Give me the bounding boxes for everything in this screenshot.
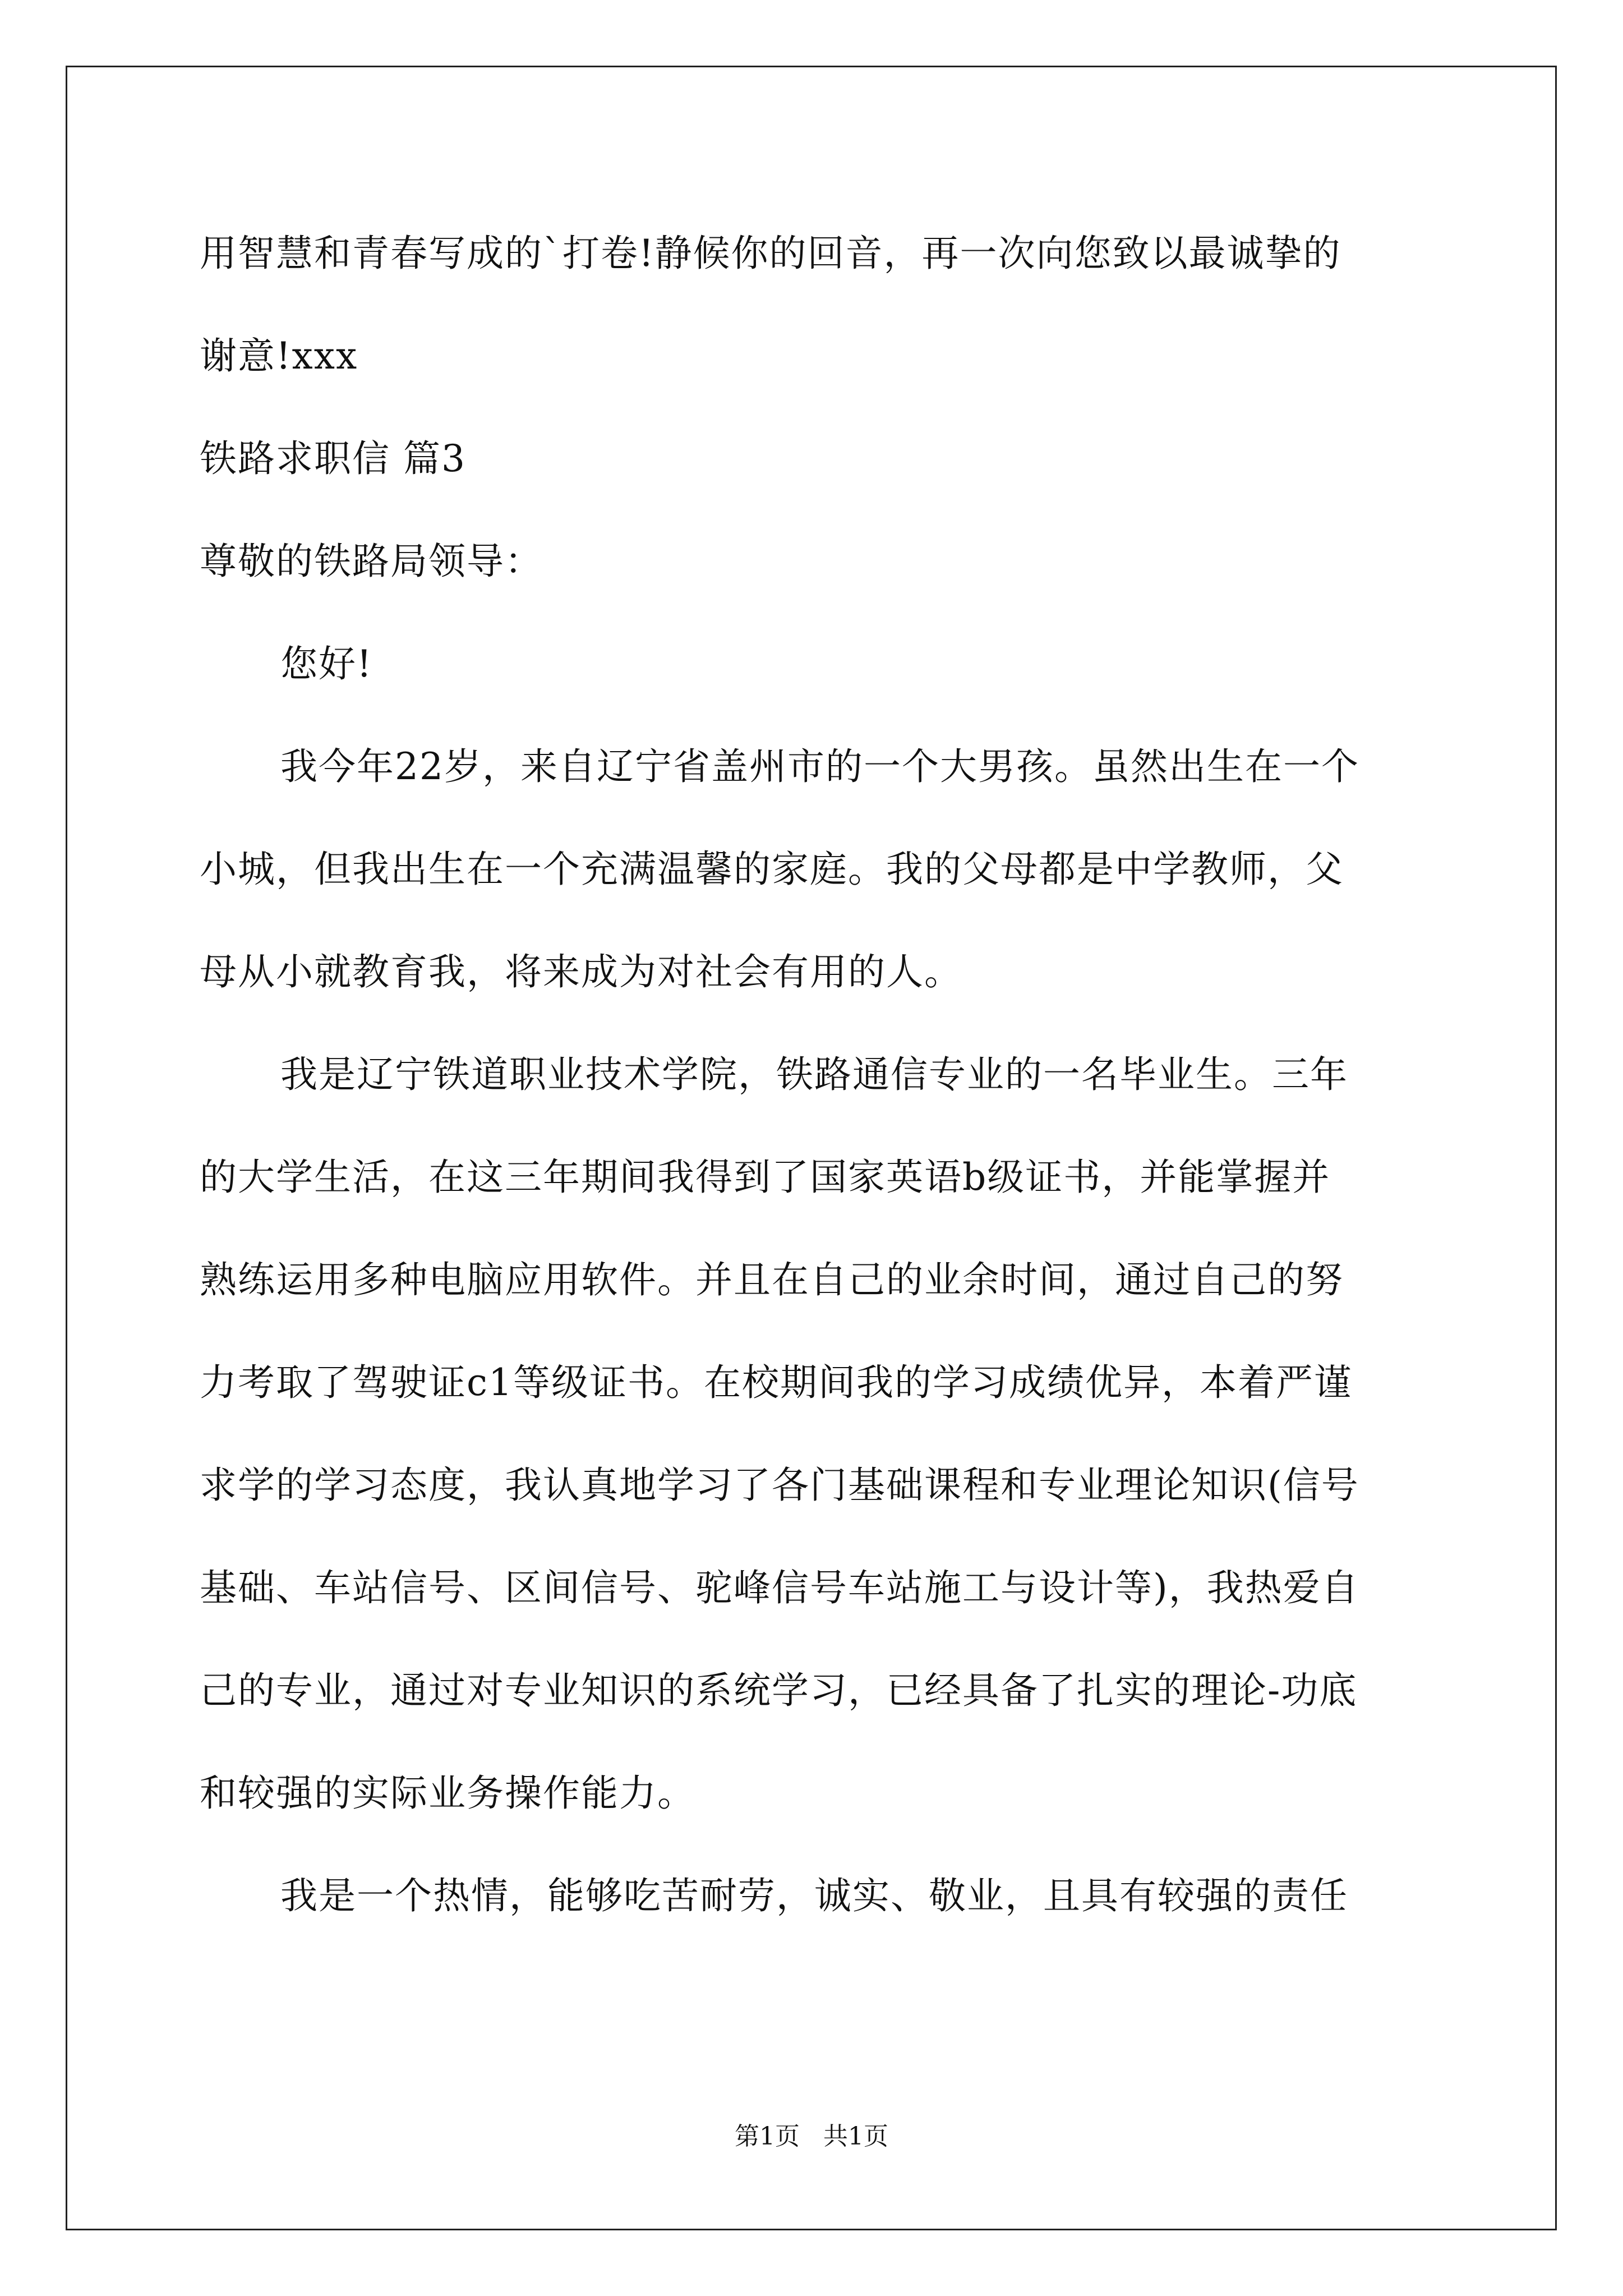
text-line: 力考取了驾驶证c1等级证书。在校期间我的学习成绩优异，本着严谨 [200, 1361, 1352, 1404]
text-line: 小城，但我出生在一个充满温馨的家庭。我的父母都是中学教师，父 [200, 848, 1344, 891]
text-line: 己的专业，通过对专业知识的系统学习，已经具备了扎实的理论-功底 [200, 1669, 1358, 1712]
section-heading: 铁路求职信 篇3 [200, 437, 466, 480]
text-line: 的大学生活，在这三年期间我得到了国家英语b级证书，并能掌握并 [200, 1156, 1331, 1199]
text-line: 熟练运用多种电脑应用软件。并且在自己的业余时间，通过自己的努 [200, 1258, 1344, 1301]
text-line: 用智慧和青春写成的`打卷!静候你的回音，再一次向您致以最诚挚的 [200, 232, 1341, 275]
text-line: 谢意!xxx [200, 334, 358, 378]
text-line: 我是一个热情，能够吃苦耐劳，诚实、敬业，且具有较强的责任 [280, 1874, 1348, 1917]
text-line: 母从小就教育我，将来成为对社会有用的人。 [200, 950, 962, 993]
greeting: 您好! [280, 642, 373, 685]
salutation: 尊敬的铁路局领导： [200, 540, 543, 583]
page-number: 第1页 [735, 2122, 800, 2151]
text-line: 基础、车站信号、区间信号、驼峰信号车站施工与设计等)，我热爱自 [200, 1566, 1359, 1609]
text-line: 求学的学习态度，我认真地学习了各门基础课程和专业理论知识(信号 [200, 1464, 1359, 1507]
text-line: 和较强的实际业务操作能力。 [200, 1772, 695, 1815]
document-body [200, 202, 1431, 1947]
text-line: 我是辽宁铁道职业技术学院，铁路通信专业的一名毕业生。三年 [280, 1053, 1348, 1096]
page-footer [0, 2116, 1623, 2152]
page-total: 共1页 [823, 2122, 888, 2151]
text-line: 我今年22岁，来自辽宁省盖州市的一个大男孩。虽然出生在一个 [280, 745, 1359, 788]
